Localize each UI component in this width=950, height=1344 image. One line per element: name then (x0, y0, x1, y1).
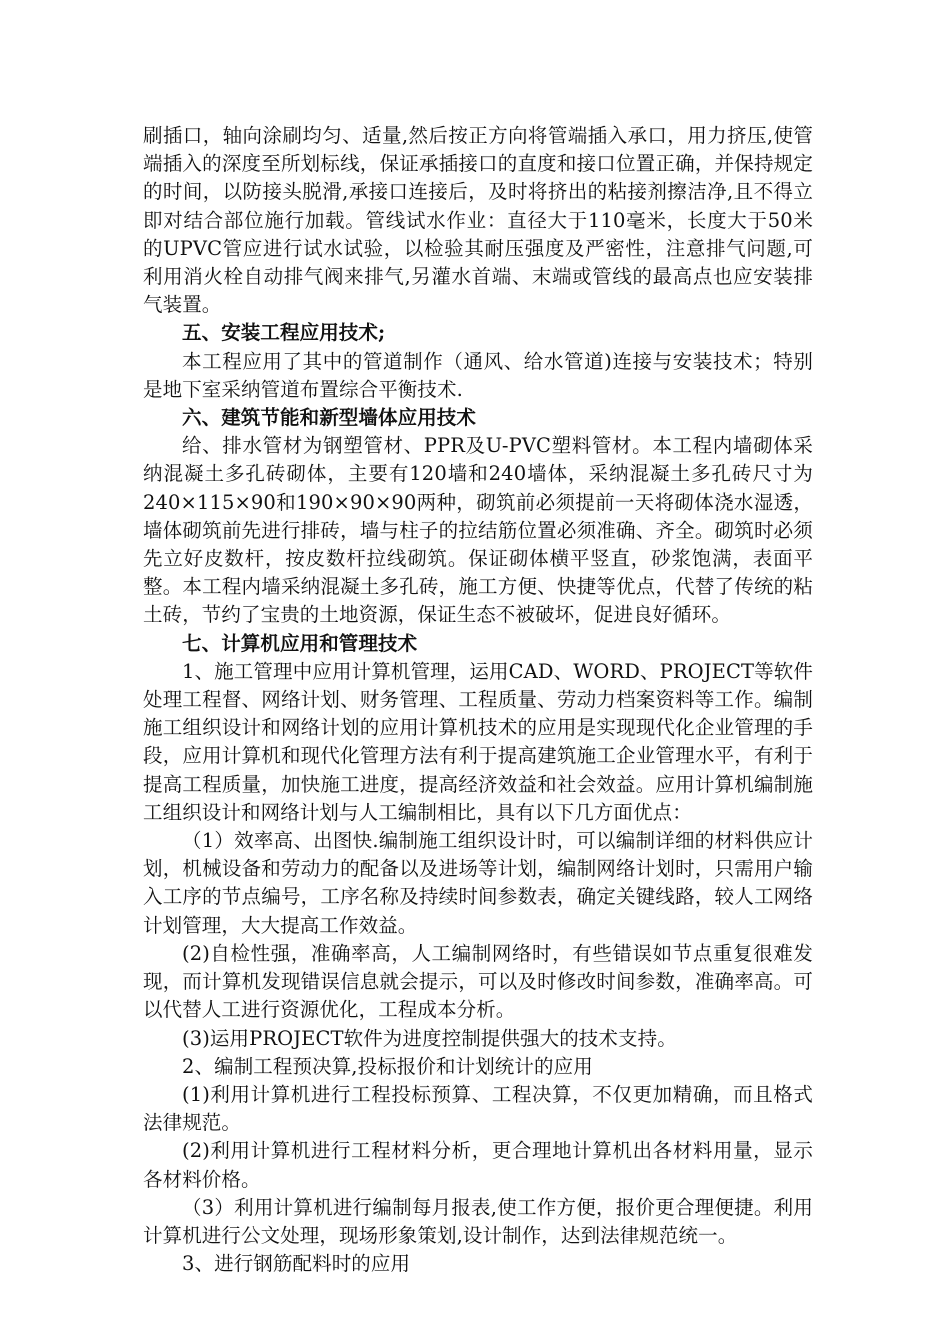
heading-energy-saving-walls: 六、建筑节能和新型墙体应用技术 (182, 406, 477, 430)
paragraph-budget-application: 2、编制工程预决算,投标报价和计划统计的应用 (182, 1054, 593, 1078)
paragraph-computer-management: 1、施工管理中应用计算机管理，运用CAD、WORD、PROJECT等软件处理工程督、网络计划、财务管理、工程质量、劳动力档案资料等工作。编制施工组织设计和网络计划的应用计算机技术的应用是实现现代化企业管理的手段，应用计算机和现代化管理方法有利于提高建筑施工企业管理水平，有利于提高工程质量，加快施工进度，提高经济效益和社会效益。应用计算机编制施工组织设计和网络计划与人工编制相比，具有以下几方面优点： (143, 659, 813, 824)
paragraph-installation: 本工程应用了其中的管道制作（通风、给水管道)连接与安装技术；特别是地下室采纳管道布置综合平衡技术. (143, 349, 813, 401)
document-body (143, 122, 813, 1278)
paragraph-item-reports: （3）利用计算机进行编制每月报表,使工作方便，报价更合理便捷。利用计算机进行公文处理，现场形象策划,设计制作，达到法律规范统一。 (143, 1195, 813, 1247)
paragraph-item-material-analysis: (2)利用计算机进行工程材料分析，更合理地计算机出各材料用量，显示各材料价格。 (143, 1139, 813, 1191)
paragraph-item-budget: (1)利用计算机进行工程投标预算、工程决算，不仅更加精确，而且格式法律规范。 (143, 1082, 813, 1135)
paragraph-item-project-software: (3)运用PROJECT软件为进度控制提供强大的技术支持。 (182, 1026, 677, 1050)
heading-computer-management: 七、计算机应用和管理技术 (182, 631, 418, 655)
paragraph-item-accuracy: (2)自检性强，准确率高，人工编制网络时，有些错误如节点重复很难发现，而计算机发现错误信息就会提示，可以及时修改时间参数，准确率高。可以代替人工进行资源优化，工程成本分析。 (143, 941, 813, 1022)
paragraph-rebar-application: 3、进行钢筋配料时的应用 (182, 1252, 411, 1276)
paragraph-pipe-jointing: 刷插口，轴向涂刷均匀、适量,然后按正方向将管端插入承口，用力挤压,使管端插入的深度至所划标线，保证承插接口的直度和接口位置正确，并保持规定的时间，以防接头脱滑,承接口连接后，及时将挤出的粘接剂擦洁净,且不得立即对结合部位施行加载。管线试水作业：直径大于110毫米，长度大于50米的UPVC管应进行试水试验，以检验其耐压强度及严密性，注意排气问题,可利用消火栓自动排气阀来排气,另灌水首端、末端或管线的最高点也应安装排气装置。 (143, 124, 813, 317)
paragraph-masonry: 给、排水管材为钢塑管材、PPR及U-PVC塑料管材。本工程内墙砌体采纳混凝土多孔砖砌体，主要有120墙和240墙体，采纳混凝土多孔砖尺寸为240×115×90和190×90×90两种，砌筑前必须提前一天将砌体浇水湿透，墙体砌筑前先进行排砖，墙与柱子的拉结筋位置必须准确、齐全。砌筑时必须先立好皮数杆，按皮数杆拉线砌筑。保证砌体横平竖直，砂浆饱满，表面平整。本工程内墙采纳混凝土多孔砖，施工方便、快捷等优点，代替了传统的粘土砖，节约了宝贵的土地资源，保证生态不被破坏，促进良好循环。 (143, 434, 813, 627)
heading-installation-technology: 五、安装工程应用技术; (182, 321, 386, 345)
paragraph-item-efficiency: （1）效率高、出图快.编制施工组织设计时，可以编制详细的材料供应计划，机械设备和劳动力的配备以及进场等计划，编制网络计划时，只需用户输入工序的节点编号，工序名称及持续时间参数表，确定关键线路，较人工网络计划管理，大大提高工作效益。 (143, 829, 813, 937)
